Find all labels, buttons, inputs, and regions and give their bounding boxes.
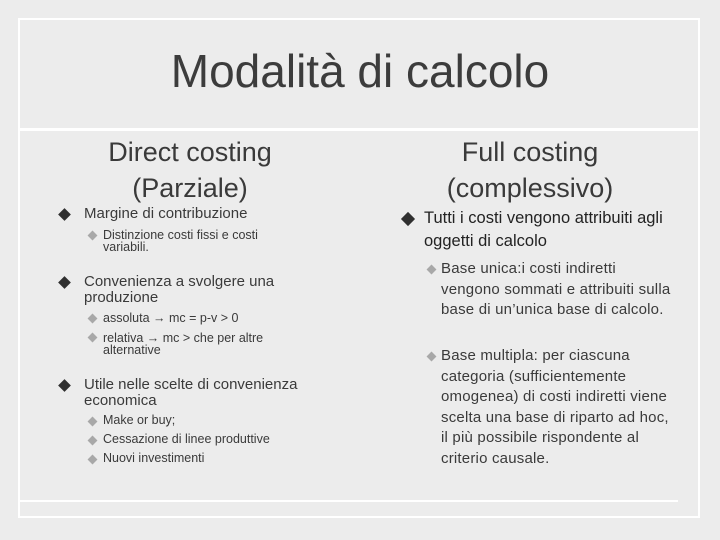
left-heading-line2: (Parziale) [132, 173, 248, 203]
slide-title: Modalità di calcolo [170, 45, 550, 97]
left-column-heading [90, 134, 290, 206]
right-item-1-sub-1: Base unica:i costi indiretti vengono sommati e attribuiti sulla base di un’unica base di calcolo. [441, 260, 671, 318]
left-item-2: Convenienza a svolgere una produzione [84, 273, 275, 306]
right-heading-line2: (complessivo) [446, 173, 614, 203]
bottom-divider [20, 500, 678, 502]
left-item-3-sub-3: Nuovi investimenti [103, 451, 205, 465]
left-item-2-sub-1: assoluta → mc = p-v > 0 [103, 311, 239, 325]
left-item-1-sub-1: Distinzione costi fissi e costi variabili. [103, 228, 258, 254]
right-item-1-sub-2: Base multipla: per ciascuna categoria (sufficientemente omogenea) di costi indiretti viene scelta una base di riparto ad hoc, il più possibile rispondente al criterio causale. [441, 347, 669, 467]
left-heading-line1: Direct costing [108, 137, 272, 167]
left-item-3-sub-1: Make or buy; [103, 413, 176, 427]
right-heading-line1: Full costing [461, 137, 599, 167]
left-item-3: Utile nelle scelte di convenienza economica [84, 376, 298, 409]
title-divider [20, 128, 698, 131]
left-item-2-sub-2: relativa → mc > che per altre alternative [103, 331, 264, 357]
left-item-1: Margine di contribuzione [84, 205, 248, 222]
right-item-1: Tutti i costi vengono attribuiti agli oggetti di calcolo [424, 209, 663, 250]
right-column-heading [420, 134, 640, 206]
left-item-3-sub-2: Cessazione di linee produttive [103, 432, 270, 446]
